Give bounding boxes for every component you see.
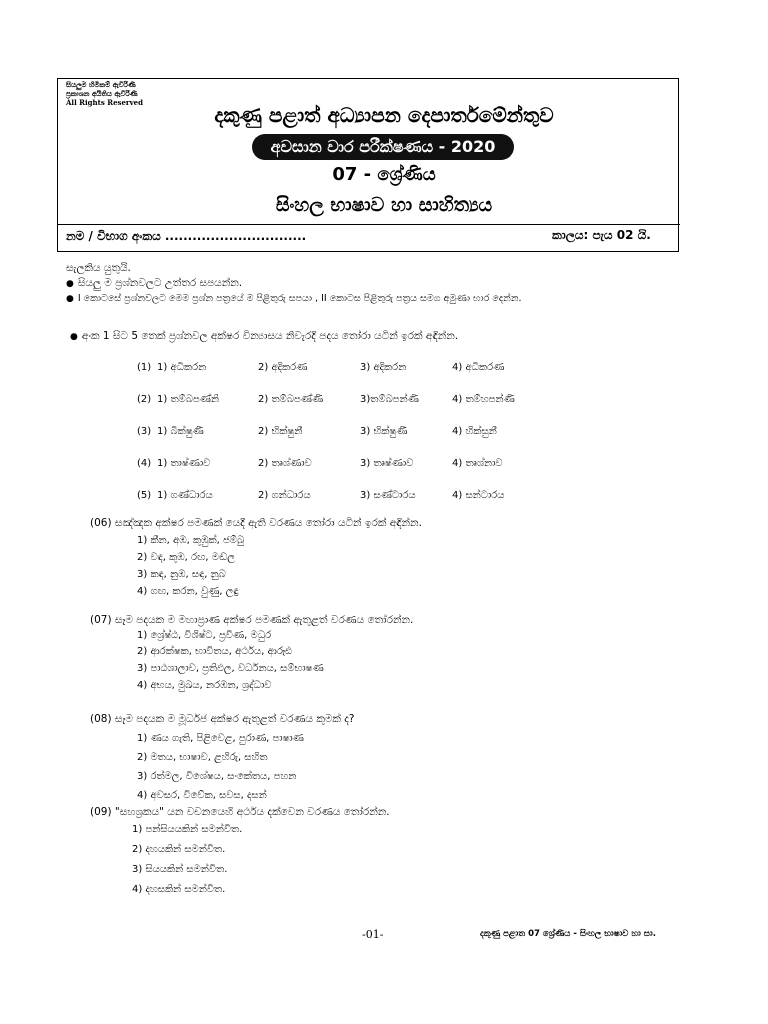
instruction-1: ● සියලු ම ප්‍රශ්නවලට උත්තර සපයන්න.: [66, 277, 242, 290]
answer-option[interactable]: 3) කඳ, නුඹ, සඳ, නුබ: [137, 569, 226, 580]
rights-line-1: සියලුම හිමිකම් ඇවිරිණි: [66, 80, 136, 89]
section-intro: ● අංක 1 සිට 5 තෙක් ප්‍රශ්නවල අක්ෂර වින්‍යාසය නිවැරදි පදය තෝරා යටින් ඉරක් අඳින්න.: [70, 330, 458, 343]
answer-option[interactable]: 2) තම්බපණ්ණි: [258, 394, 324, 405]
answer-option[interactable]: 1) තාෂ්ණාව: [157, 458, 211, 469]
answer-option[interactable]: 3) තෘෂ්ණාව: [360, 458, 414, 469]
time-allowed: කාලය: පැය 02 යි.: [552, 228, 651, 242]
answer-option[interactable]: 2) දහයකින් සමන්විත.: [132, 844, 226, 855]
question-number: (5): [137, 490, 152, 501]
footer-caption: දකුණු පළාත 07 ශ්‍රේණිය - සිංහල භාෂාව හා සා.: [480, 929, 656, 939]
answer-option[interactable]: 1) ගණ්ධාරය: [157, 490, 213, 501]
answer-option[interactable]: 3) අදිකරන: [360, 362, 407, 373]
answer-option[interactable]: 1) අධිකරන: [157, 362, 207, 373]
question-stem: (07) සෑම පදයක ම මහාප්‍රාණ අක්ෂර පමණක් ඇතුළත් වරණය තෝරන්න.: [90, 614, 414, 626]
answer-option[interactable]: 3) පාඨශාලාව, ප්‍රතිඵල, වර්ධනය, සම්භාෂණ: [137, 663, 324, 674]
answer-option[interactable]: 1) තම්බපණ්නි: [157, 394, 220, 405]
answer-option[interactable]: 2) මතය, භාෂාව, ළහිරු, සහිත: [137, 752, 268, 763]
answer-option[interactable]: 2) වඳ, කුඹ, රඟ, මඬල: [137, 552, 235, 563]
question-number: (3): [137, 426, 152, 437]
question-number: (1): [137, 362, 152, 373]
answer-option[interactable]: 4) අභය, මුඛය, නරඹන, ශ්‍රද්ධාව: [137, 680, 272, 691]
answer-option[interactable]: 3) භික්ෂුණී: [360, 426, 408, 437]
header-divider: [57, 224, 680, 225]
answer-option[interactable]: 2) අදිකරණ: [258, 362, 308, 373]
answer-option[interactable]: 3)තම්බපන්ණි: [360, 394, 419, 405]
answer-option[interactable]: 4) සන්ටාරය: [452, 490, 505, 501]
answer-option[interactable]: 4) තම්හපන්ණි: [452, 394, 515, 405]
rights-line-3: All Rights Reserved: [66, 98, 144, 107]
exam-title: අවසාන වාර පරීක්ෂණය - 2020: [252, 134, 514, 160]
question-stem: (09) "සහශ්‍රකය" යන වචනයෙහි අර්ථය දක්වෙන වරණය තෝරන්න.: [90, 806, 390, 818]
answer-option[interactable]: 4) හික්සුනී: [452, 426, 497, 437]
answer-option[interactable]: 1) බික්ෂුණී: [157, 426, 204, 437]
instructions-heading: සැලකිය යුතුයි.: [66, 262, 131, 274]
answer-option[interactable]: 4) අවසර, විවේක, සවස, දසන්: [137, 790, 267, 801]
question-stem: (08) සෑම පදයක ම මූර්ධජ අක්ෂර ඇතුළත් වරණය කුමක් ද?: [90, 713, 355, 725]
answer-option[interactable]: 3) රත්මල, විශේෂය, සංකේතය, පහන: [137, 771, 297, 782]
page-number: -01-: [362, 928, 384, 941]
answer-option[interactable]: 1) ණය ගැති, පිළිවෙළ, පුරාණ, පාෂාණ: [137, 733, 304, 744]
answer-option[interactable]: 4) තෘශ්නාව: [452, 458, 503, 469]
answer-option[interactable]: 1) කීන, අඹ, කුඹුක්, ජම්බු: [137, 535, 245, 546]
answer-option[interactable]: 2) ආරක්ෂක, භාවිතය, අර්ථය, ආරූඪ: [137, 646, 292, 657]
instruction-2: ● I කොටසේ ප්‍රශ්නවලට මෙම ප්‍රශ්න පත්‍රයේ ම පිළිතුරු සපයා , II කොටස පිළිතුරු පත්‍රය සමග අමුණා භාර දෙන්න.: [66, 293, 522, 304]
answer-option[interactable]: 3) සණ්ටාරය: [360, 490, 416, 501]
name-index-field: නම / විභාග අංකය ...............................: [66, 229, 307, 243]
answer-option[interactable]: 2) තෘශ්ණාව: [258, 458, 312, 469]
question-number: (4): [137, 458, 152, 469]
question-number: (2): [137, 394, 152, 405]
answer-option[interactable]: 2) ගන්ධාරය: [258, 490, 311, 501]
rights-line-2: ප්‍රකාශන අයිතිය ඇවිරිණි: [66, 89, 138, 98]
answer-option[interactable]: 4) අධිකරණ: [452, 362, 505, 373]
answer-option[interactable]: 2) භික්ෂුනී: [258, 426, 303, 437]
subject-title: සිංහල භාෂාව හා සාහිත්‍යය: [275, 194, 493, 216]
department-title: දකුණු පළාත් අධ්‍යාපන දෙපාර්තමේන්තුව: [214, 103, 554, 127]
answer-option[interactable]: 1) පන්සියයකින් සමන්විත.: [132, 824, 243, 835]
answer-option[interactable]: 4) ගඟ, කරන, වුණු, ලඳු: [137, 586, 239, 597]
answer-option[interactable]: 1) ශ්‍රේෂ්ඨ, විශිෂ්ට, ප්‍රවීණ, මධුර: [137, 630, 272, 641]
answer-option[interactable]: 3) සියයකින් සමන්විත.: [132, 864, 228, 875]
grade-title: 07 - ශ්‍රේණිය: [332, 164, 436, 185]
answer-option[interactable]: 4) දහසකින් සමන්විත.: [132, 884, 226, 895]
question-stem: (06) සඤ්ඤක අක්ෂර පමණක් යෙදී ඇති වරණය තෝරා යටින් ඉරක් අඳින්න.: [90, 517, 422, 529]
